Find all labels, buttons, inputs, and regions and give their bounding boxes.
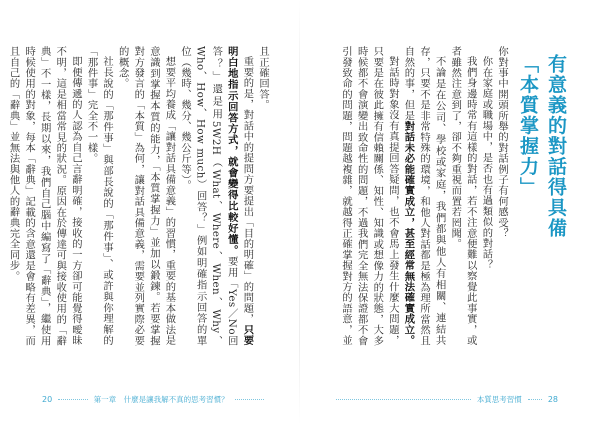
paragraph: 想要平均養成「讓對話具備意義」的習慣，重要的基本做法是意識到掌握本質的能力，「本質掌握力」並加以鍛鍊。若要掌握對方發言的「本質」為何，讓對話具備意義，需要並列實際必要的概念。 <box>116 46 176 346</box>
footer-rule <box>336 399 471 400</box>
paragraph-text: 不論是在公司、學校或家庭，我們都與他人有相關、連結共存，只要不是非常特殊的環境，和他人對話都是極為理所當然且自然的事，但是 <box>402 46 446 346</box>
right-page-number: 28 <box>547 394 558 404</box>
section-heading-line-1: 有意義的對話得具備 <box>545 54 567 239</box>
paragraph-text: 要用「Yes／No回答？」還是用5W2H（What、Where、When、Why、Who、How、How much）回答？」例如明確指示回答的單位（幾時、幾分、幾公斤等）。 <box>179 46 238 346</box>
right-page-footer <box>330 392 558 406</box>
paragraph: 且正確回答。 <box>257 46 269 111</box>
left-page-number: 20 <box>42 394 53 404</box>
left-page-body-text <box>7 46 270 346</box>
emphasized-text: 對話未必能確實成立，甚至經常無法確實成立。 <box>402 120 415 346</box>
paragraph <box>400 46 447 346</box>
left-chapter-title: 第一章 什麼是讓我解不真的思考習慣？ <box>93 394 229 404</box>
section-heading <box>514 54 570 384</box>
paragraph: 你對事中開頭所舉的對話例子有何感受？ <box>496 46 508 239</box>
footer-rule <box>528 399 542 400</box>
emphasized-text: 只要明白地指示回答方式，就會變得比較好懂。 <box>225 46 254 346</box>
right-running-title: 本質思考習慣 <box>476 394 522 404</box>
paragraph: 社長說的「那件事」與部長說的「那件事」、或許與你理解的「那件事」完全不一樣。 <box>85 46 114 346</box>
paragraph <box>176 46 254 346</box>
section-heading-line-2: 「本質掌握力」 <box>517 54 539 198</box>
paragraph: 你在家庭或職場中，是否也有過類似的對話？ <box>480 56 493 271</box>
paragraph: 即便傳遞的人認為自己言辭明確，接收的一方卻可能覺得曖昧不明，這是相當常見的狀況。原因在於傳達可與接收使用的「辭典」不一樣，長期以來，我們自己腦中編寫了「辭典」，繼使用時候使用的對象，每本「辭典」記載的含意還是會略有差異，而且自己的「辭典」並無法與他人的辭典完全同步。 <box>7 46 82 346</box>
paragraph-text: 重要的是，對話中的提問方要提出「目的明確」的問題， <box>241 56 254 325</box>
left-page-footer <box>42 392 270 406</box>
paragraph: 對話時對象沒有真提回答疑問，也不會馬上發生什麼大問題，只要是在彼此擁有信賴關係、知性、知識或想像力的狀態，大多時候都不會演變出致命性的問題，不過我們完全無法保證都不會引發致命的問題，問題越複雜，就越得正確掌握對方的語意，並 <box>340 46 399 346</box>
paragraph: 我們身邊時常有這樣的對話，若不注意便難以察覺此事實，或者雖然注意到了，卻不夠重視而置若罔聞。 <box>449 46 477 346</box>
footer-rule <box>58 399 87 400</box>
footer-rule <box>235 399 264 400</box>
right-page-body-text <box>334 46 509 346</box>
